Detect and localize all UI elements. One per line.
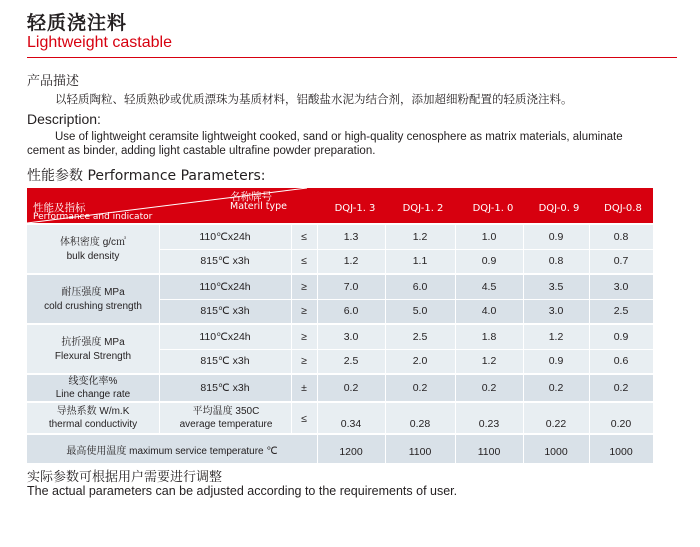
title-divider <box>27 57 677 58</box>
value-cell: 7.0 <box>343 281 359 293</box>
value-cell: 3.0 <box>548 305 564 317</box>
property-label-en: Flexural Strength <box>54 351 132 362</box>
symbol-cell: ≥ <box>301 305 307 317</box>
property-label-cn: 线变化率% <box>68 376 118 387</box>
value-cell: 0.8 <box>613 231 629 243</box>
symbol-cell: ≤ <box>301 413 307 425</box>
header-brand-cn: 名称牌号 <box>230 191 272 203</box>
property-label <box>27 375 159 401</box>
condition-cell: 815℃ x3h <box>200 305 250 317</box>
value-cell: 1100 <box>408 446 432 458</box>
value-cell: 3.0 <box>613 281 629 293</box>
value-cell: 1200 <box>339 446 363 458</box>
property-label-cn: 体积密度 g/c㎥ <box>59 237 127 248</box>
value-cell: 0.28 <box>409 418 431 430</box>
value-cell: 1.8 <box>481 331 497 343</box>
row-divider <box>159 299 653 300</box>
value-cell: 1.0 <box>481 231 497 243</box>
value-cell: 0.9 <box>548 231 564 243</box>
value-cell: 0.34 <box>340 418 362 430</box>
description-heading-en: Description: <box>27 111 101 127</box>
symbol-cell: ≤ <box>301 255 307 267</box>
value-cell: 1000 <box>609 446 633 458</box>
condition-cell: 815℃ x3h <box>200 382 250 394</box>
value-cell: 1100 <box>477 446 501 458</box>
value-cell: 0.6 <box>613 355 629 367</box>
value-cell: 1.1 <box>412 255 428 267</box>
row-divider <box>159 349 653 350</box>
header-brand-en: Materil type <box>230 201 288 212</box>
value-cell: 2.0 <box>412 355 428 367</box>
value-cell: 4.0 <box>481 305 497 317</box>
property-label <box>27 286 159 314</box>
description-heading-cn: 产品描述 <box>27 74 80 89</box>
property-label-cn: 耐压强度 MPa <box>61 287 125 298</box>
condition-cell: 110℃x24h <box>199 331 251 343</box>
description-text-en-1: Use of lightweight ceramsite lightweight cooked, sand or high-quality cenosphere as matrix materials, aluminate <box>55 131 623 143</box>
header-indicator-cn: 性能及指标 <box>33 202 86 214</box>
performance-heading: 性能参数 Performance Parameters: <box>27 168 266 184</box>
description-text-cn: 以轻质陶粒、轻质熟砂或优质漂珠为基质材料，铝酸盐水泥为结合剂，添加超细粉配置的轻质浇注料。 <box>55 92 573 106</box>
value-cell: 0.2 <box>343 382 359 394</box>
value-cell: 0.8 <box>548 255 564 267</box>
value-cell: 1000 <box>544 446 568 458</box>
property-label-cn: 抗折强度 MPa <box>61 337 125 348</box>
value-cell: 0.2 <box>412 382 428 394</box>
value-cell: 1.2 <box>343 255 359 267</box>
value-cell: 0.23 <box>478 418 500 430</box>
footer-note-en: The actual parameters can be adjusted according to the requirements of user. <box>27 484 458 498</box>
value-cell: 3.5 <box>548 281 564 293</box>
value-cell: 0.2 <box>613 382 629 394</box>
value-cell: 0.2 <box>481 382 497 394</box>
value-cell: 0.22 <box>545 418 567 430</box>
max-temp-label: 最高使用温度 maximum service temperature ℃ <box>66 446 278 457</box>
symbol-cell: ≥ <box>301 331 307 343</box>
value-cell: 1.2 <box>481 355 497 367</box>
header-grade: DQJ-0.8 <box>604 203 642 214</box>
property-label <box>27 405 159 431</box>
symbol-cell: ± <box>301 382 307 394</box>
property-label-en: cold crushing strength <box>44 301 142 312</box>
value-cell: 0.9 <box>613 331 629 343</box>
value-cell: 0.7 <box>613 255 629 267</box>
description-text-en-2: cement as binder, adding light castable ultrafine powder preparation. <box>27 145 376 157</box>
property-label <box>27 236 159 264</box>
value-cell: 6.0 <box>412 281 428 293</box>
value-cell: 5.0 <box>412 305 428 317</box>
condition-cell: 815℃ x3h <box>200 355 250 367</box>
property-label-en: Line change rate <box>55 389 131 400</box>
avg-temp-label <box>163 405 289 431</box>
value-cell: 2.5 <box>412 331 428 343</box>
page-title: 轻质浇注料 <box>27 12 128 34</box>
header-indicator-en: Performance and indicator <box>33 212 153 222</box>
value-cell: 0.2 <box>548 382 564 394</box>
value-cell: 1.2 <box>548 331 564 343</box>
value-cell: 0.9 <box>548 355 564 367</box>
condition-cell: 815℃ x3h <box>200 255 250 267</box>
symbol-cell: ≥ <box>301 355 307 367</box>
header-grade: DQJ-1. 2 <box>402 203 444 214</box>
page-subtitle: Lightweight castable <box>27 34 172 51</box>
value-cell: 1.3 <box>343 231 359 243</box>
condition-cell: 110℃x24h <box>199 281 251 293</box>
property-label-en: thermal conductivity <box>48 419 138 430</box>
header-grade: DQJ-1. 0 <box>472 203 514 214</box>
value-cell: 0.20 <box>610 418 632 430</box>
property-label-en: bulk density <box>66 251 120 262</box>
property-label <box>27 336 159 364</box>
header-grade: DQJ-1. 3 <box>334 203 376 214</box>
footer-note-cn: 实际参数可根据用户需要进行调整 <box>27 470 223 485</box>
avg-temp-cn: 平均温度 350C <box>192 406 260 417</box>
symbol-cell: ≥ <box>301 281 307 293</box>
value-cell: 3.0 <box>343 331 359 343</box>
value-cell: 2.5 <box>613 305 629 317</box>
performance-table <box>27 188 653 463</box>
property-label-cn: 导热系数 W/m.K <box>56 406 130 417</box>
value-cell: 2.5 <box>343 355 359 367</box>
value-cell: 0.9 <box>481 255 497 267</box>
condition-cell: 110℃x24h <box>199 231 251 243</box>
row-divider <box>159 249 653 250</box>
value-cell: 4.5 <box>481 281 497 293</box>
value-cell: 1.2 <box>412 231 428 243</box>
symbol-cell: ≤ <box>301 231 307 243</box>
avg-temp-en: average temperature <box>179 419 273 430</box>
header-grade: DQJ-0. 9 <box>538 203 580 214</box>
value-cell: 6.0 <box>343 305 359 317</box>
